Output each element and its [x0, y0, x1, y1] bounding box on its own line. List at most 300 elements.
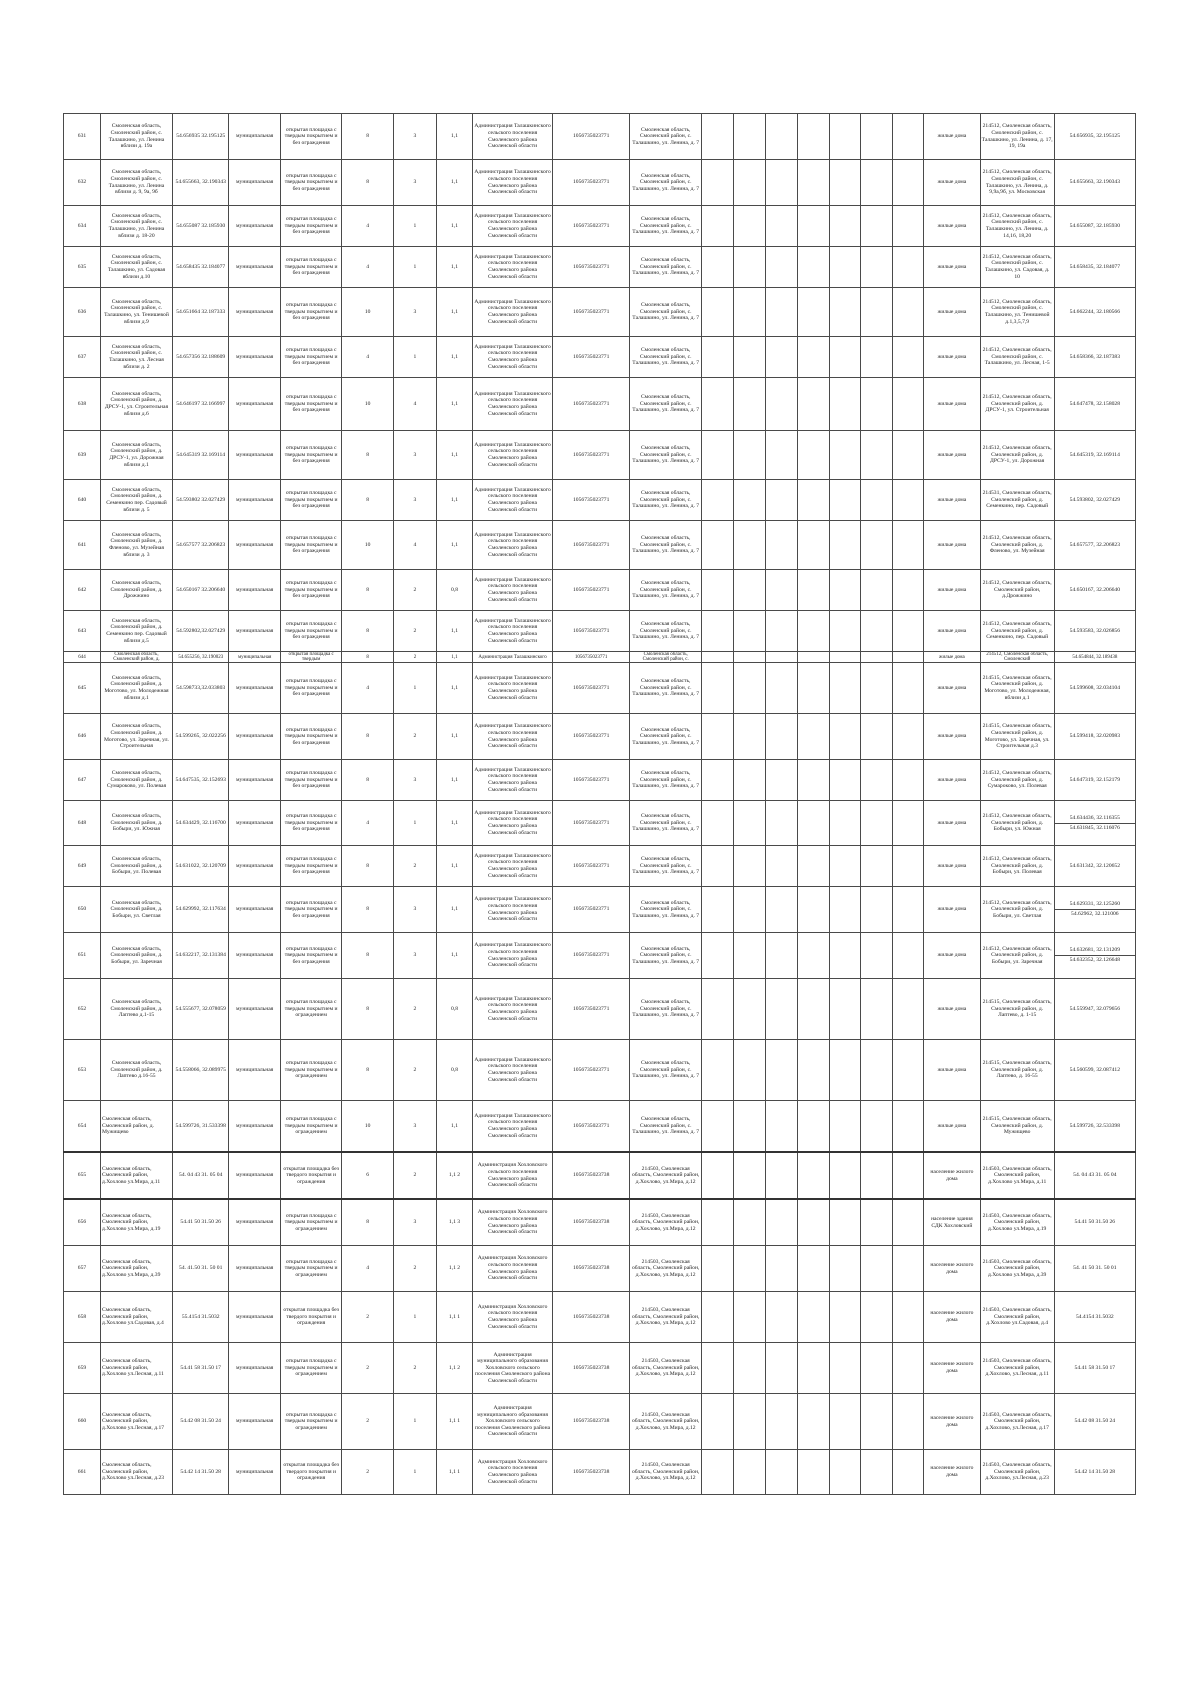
empty-cell: [797, 1394, 829, 1450]
row-number: 642: [64, 570, 101, 611]
empty-cell: [797, 1199, 829, 1246]
empty-cell: [861, 663, 893, 714]
owner-name: Администрация Талашкинского сельского поселения Смоленского района Смоленской области: [472, 714, 552, 760]
site-address: Смоленская область, Смоленский район, д.Хохлово ул.Лесная, д.11: [101, 1343, 173, 1394]
served-coordinates: 54.593802, 32.027429: [1054, 480, 1135, 521]
empty-cell: [797, 378, 829, 431]
served-objects: 214515, Смоленская область, Смоленский район, д. Моготово, ул. Молодежная, вблизи д.1: [980, 663, 1054, 714]
container-volume: 1,1 2: [437, 1246, 473, 1292]
empty-cell: [861, 652, 893, 663]
empty-cell: [734, 714, 766, 760]
served-coordinates: 54.632681, 32.131209 54.632352, 32.126648: [1054, 933, 1135, 979]
served-objects: 214512, Смоленская область, Смоленский район, д. Бобыри, ул. Полевая: [980, 846, 1054, 887]
empty-cell: [893, 611, 924, 652]
empty-cell: [829, 1246, 861, 1292]
empty-cell: [765, 714, 797, 760]
empty-cell: [765, 1040, 797, 1101]
served-coordinates-alt: 54.632352, 32.126648: [1055, 955, 1135, 964]
waste-source: население жилого дома: [924, 1246, 981, 1292]
site-area: 4: [342, 337, 393, 378]
site-type: открытая площадка с твердым покрытием и ограждением: [280, 1246, 342, 1292]
container-volume: 1,1: [437, 933, 473, 979]
empty-cell: [861, 1152, 893, 1199]
empty-cell: [797, 652, 829, 663]
owner-ogrn: 1056735023771: [553, 570, 630, 611]
row-number: 634: [64, 206, 101, 247]
empty-cell: [702, 887, 734, 933]
site-coordinates: 54.655087 32.185930: [172, 206, 229, 247]
empty-cell: [893, 288, 924, 337]
empty-cell: [829, 1343, 861, 1394]
site-type: открытая площадка с твердым покрытием и без ограждения: [280, 114, 342, 160]
waste-source: жилые дома: [924, 714, 981, 760]
empty-cell: [702, 1292, 734, 1343]
site-area: 8: [342, 979, 393, 1040]
empty-cell: [893, 979, 924, 1040]
container-count: 3: [393, 887, 436, 933]
served-objects: 214512, Смоленская область, Смоленский район, с. Талашкино, ул. Ленина, д. 14,16, 18,20: [980, 206, 1054, 247]
site-address: Смоленская область, Смоленский район, д. Фленово, ул. Музейная вблизи д. 3: [101, 521, 173, 570]
empty-cell: [829, 801, 861, 846]
container-count: 2: [393, 1343, 436, 1394]
table-row: [64, 1246, 1136, 1292]
empty-cell: [893, 1101, 924, 1153]
empty-cell: [861, 801, 893, 846]
empty-cell: [797, 1450, 829, 1495]
site-type: открытая площадка без твердого покрытия и ограждения: [280, 1450, 342, 1495]
container-count: 2: [393, 1152, 436, 1199]
served-objects: 214512, Смоленская область, Смоленский район, д. Семенкино, пер. Садовый: [980, 611, 1054, 652]
site-type: открытая площадка без твердого покрытия и ограждения: [280, 1292, 342, 1343]
table-row: [64, 247, 1136, 288]
owner-address: Смоленская область, Смоленский район, с. Талашкино, ул. Ленина, д. 7: [630, 480, 702, 521]
empty-cell: [702, 1199, 734, 1246]
row-number: 654: [64, 1101, 101, 1153]
empty-cell: [861, 611, 893, 652]
owner-address: Смоленская область, Смоленский район, с. Талашкино, ул. Ленина, д. 7: [630, 247, 702, 288]
empty-cell: [829, 288, 861, 337]
empty-cell: [734, 611, 766, 652]
served-objects: 214503, Смоленская область, Смоленский район, д.Хохлово ул.Мира, д.39: [980, 1246, 1054, 1292]
empty-cell: [893, 247, 924, 288]
owner-name: Администрация Талашкинского сельского поселения Смоленского района Смоленской области: [472, 846, 552, 887]
table-row: [64, 663, 1136, 714]
site-address: Смоленская область, Смоленский район, с. Талашкино, ул. Ленина вблизи д. 9, 9а, 9б: [101, 160, 173, 206]
site-coordinates: 54. 41.50 31. 50 01: [172, 1246, 229, 1292]
empty-cell: [734, 1101, 766, 1153]
site-address: Смоленская область, Смоленский район, д.Хохлово ул.Мира, д.39: [101, 1246, 173, 1292]
owner-name: Администрация Талашкинского сельского поселения Смоленского района Смоленской области: [472, 206, 552, 247]
table-row: [64, 337, 1136, 378]
served-objects: 214512, Смоленская область, Смоленский район, д. Фленово, ул. Музейная: [980, 521, 1054, 570]
served-objects: 214512, Смоленская область, Смоленский район, д. Сумароково, ул. Полевая: [980, 760, 1054, 801]
site-type: открытая площадка с твердым покрытием и ограждением: [280, 1040, 342, 1101]
empty-cell: [893, 887, 924, 933]
site-coordinates: 54.599726, 31.533398: [172, 1101, 229, 1153]
table-row: [64, 521, 1136, 570]
empty-cell: [829, 846, 861, 887]
ownership-form: муниципальная: [229, 1101, 280, 1153]
waste-source: жилые дома: [924, 663, 981, 714]
served-coordinates: 54.647319, 32.152179: [1054, 760, 1135, 801]
ownership-form: муниципальная: [229, 160, 280, 206]
empty-cell: [861, 160, 893, 206]
empty-cell: [797, 1292, 829, 1343]
empty-cell: [765, 1394, 797, 1450]
site-address: Смоленская область, Смоленский район, д. Семенкино пер. Садовый вблизи д. 5: [101, 480, 173, 521]
empty-cell: [893, 160, 924, 206]
container-count: 3: [393, 160, 436, 206]
empty-cell: [829, 378, 861, 431]
site-address: Смоленская область, Смоленский район, д.Хохлово ул.Мира, д.11: [101, 1152, 173, 1199]
site-area: 4: [342, 663, 393, 714]
empty-cell: [829, 1292, 861, 1343]
owner-name: Администрация Талашкинского сельского поселения Смоленского района Смоленской области: [472, 378, 552, 431]
owner-name: Администрация Хохловского сельского поселения Смоленского района Смоленской области: [472, 1152, 552, 1199]
waste-source: жилые дома: [924, 160, 981, 206]
served-objects: 214512, Смоленская область, Смоленский район, д. ДРСУ-1, ул. Дорожная: [980, 431, 1054, 480]
site-address: Смоленская область, Смоленский район, д. ДРСУ-1, ул. Дорожная вблизи д.1: [101, 431, 173, 480]
empty-cell: [765, 288, 797, 337]
empty-cell: [734, 206, 766, 247]
empty-cell: [861, 1343, 893, 1394]
table-row: [64, 160, 1136, 206]
served-objects: 214503, Смоленская область, Смоленский район, д.Хохлово, ул.Лесная, д.17: [980, 1394, 1054, 1450]
empty-cell: [797, 663, 829, 714]
empty-cell: [829, 652, 861, 663]
container-count: 2: [393, 570, 436, 611]
empty-cell: [702, 801, 734, 846]
empty-cell: [765, 521, 797, 570]
site-coordinates: 54.632217, 32.131384: [172, 933, 229, 979]
empty-cell: [702, 1343, 734, 1394]
row-number: 632: [64, 160, 101, 206]
empty-cell: [734, 1450, 766, 1495]
row-number: 661: [64, 1450, 101, 1495]
empty-cell: [861, 979, 893, 1040]
ownership-form: муниципальная: [229, 570, 280, 611]
table-row: [64, 206, 1136, 247]
empty-cell: [734, 887, 766, 933]
owner-name: Администрация Талашкинского: [472, 652, 552, 663]
container-volume: 1,1: [437, 663, 473, 714]
empty-cell: [797, 247, 829, 288]
owner-address: Смоленская область, Смоленский район, с. Талашкино, ул. Ленина, д. 7: [630, 933, 702, 979]
empty-cell: [797, 714, 829, 760]
empty-cell: [893, 480, 924, 521]
container-volume: 1,1: [437, 378, 473, 431]
container-count: 1: [393, 1450, 436, 1495]
owner-address: Смоленская область, Смоленский район, с. Талашкино, ул. Ленина, д. 7: [630, 1101, 702, 1153]
owner-address: 214503, Смоленская область, Смоленский район, д.Хохлово, ул.Мира, д.12: [630, 1199, 702, 1246]
site-type: открытая площадка с твердым покрытием и без ограждения: [280, 714, 342, 760]
served-coordinates-alt: 54.62962, 32.121006: [1055, 909, 1135, 918]
owner-name: Администрация Талашкинского сельского поселения Смоленского района Смоленской области: [472, 663, 552, 714]
served-coordinates: 54.560599, 32.087412: [1054, 1040, 1135, 1101]
owner-name: Администрация Талашкинского сельского поселения Смоленского района Смоленской области: [472, 480, 552, 521]
waste-source: жилые дома: [924, 846, 981, 887]
empty-cell: [734, 337, 766, 378]
owner-ogrn: 1056735023771: [553, 1040, 630, 1101]
served-objects: 214515, Смоленская область, Смоленский район, д. Лаптево, д. 1-15: [980, 979, 1054, 1040]
served-coordinates: 54.593583, 32.026856: [1054, 611, 1135, 652]
empty-cell: [765, 887, 797, 933]
served-coordinates: 54.645319, 32.169114: [1054, 431, 1135, 480]
row-number: 651: [64, 933, 101, 979]
container-volume: 1,1: [437, 611, 473, 652]
empty-cell: [829, 114, 861, 160]
empty-cell: [893, 1152, 924, 1199]
owner-ogrn: 1056735023738: [553, 1450, 630, 1495]
table-row: [64, 1292, 1136, 1343]
empty-cell: [734, 480, 766, 521]
empty-cell: [861, 570, 893, 611]
ownership-form: муниципальная: [229, 663, 280, 714]
ownership-form: муниципальная: [229, 114, 280, 160]
site-coordinates: 54.645319 32.169114: [172, 431, 229, 480]
empty-cell: [893, 1040, 924, 1101]
empty-cell: [734, 570, 766, 611]
empty-cell: [797, 480, 829, 521]
empty-cell: [702, 1246, 734, 1292]
container-count: 2: [393, 846, 436, 887]
site-coordinates: 54.634429, 32.116700: [172, 801, 229, 846]
owner-ogrn: 1056735023771: [553, 979, 630, 1040]
empty-cell: [765, 1199, 797, 1246]
owner-address: Смоленская область, Смоленский район, с. Талашкино, ул. Ленина, д. 7: [630, 663, 702, 714]
owner-ogrn: 1056735023771: [553, 1101, 630, 1153]
row-number: 658: [64, 1292, 101, 1343]
row-number: 646: [64, 714, 101, 760]
container-count: 3: [393, 760, 436, 801]
empty-cell: [702, 570, 734, 611]
waste-source: жилые дома: [924, 521, 981, 570]
site-address: Смоленская область, Смоленский район, с. Талашкино, ул. Ленина вблизи д. 18-20: [101, 206, 173, 247]
waste-source: жилые дома: [924, 288, 981, 337]
site-coordinates: 54.629992, 32.117634: [172, 887, 229, 933]
site-area: 6: [342, 1152, 393, 1199]
container-volume: 1,1 2: [437, 1152, 473, 1199]
owner-ogrn: 1056735023771: [553, 887, 630, 933]
empty-cell: [702, 114, 734, 160]
served-coordinates: 54.599726, 32.533398: [1054, 1101, 1135, 1153]
site-address: Смоленская область, Смоленский район, д. Бобыри, ул. Заречная: [101, 933, 173, 979]
site-area: 8: [342, 480, 393, 521]
waste-source: жилые дома: [924, 480, 981, 521]
site-area: 8: [342, 652, 393, 663]
site-area: 4: [342, 1246, 393, 1292]
owner-name: Администрация Талашкинского сельского поселения Смоленского района Смоленской области: [472, 337, 552, 378]
site-coordinates: 54.599265, 32.022256: [172, 714, 229, 760]
empty-cell: [829, 663, 861, 714]
waste-source: жилые дома: [924, 337, 981, 378]
site-type: открытая площадка с твердым покрытием и без ограждения: [280, 378, 342, 431]
empty-cell: [765, 1246, 797, 1292]
empty-cell: [893, 1199, 924, 1246]
site-area: 8: [342, 1199, 393, 1246]
served-objects: 214503, Смоленская область, Смоленский район, д.Хохлово ул.Садовая, д.4: [980, 1292, 1054, 1343]
empty-cell: [734, 288, 766, 337]
waste-source: население жилого дома: [924, 1292, 981, 1343]
empty-cell: [702, 663, 734, 714]
owner-address: Смоленская область, Смоленский район, с. Талашкино, ул. Ленина, д. 7: [630, 431, 702, 480]
row-number: 660: [64, 1394, 101, 1450]
empty-cell: [734, 1246, 766, 1292]
served-objects: 214531, Смоленская область, Смоленский район, д. Семенкино, пер. Садовый: [980, 480, 1054, 521]
site-area: 2: [342, 1450, 393, 1495]
owner-address: Смоленская область, Смоленский район, с. Талашкино, ул. Ленина, д. 7: [630, 114, 702, 160]
owner-name: Администрация муниципального образования Хохловского сельского поселения Смоленского района Смоленской области: [472, 1394, 552, 1450]
served-coordinates: 54.634436, 32.116355 54.631845, 32.116076: [1054, 801, 1135, 846]
owner-address: Смоленская область, Смоленский район, с. Талашкино, ул. Ленина, д. 7: [630, 160, 702, 206]
site-type: открытая площадка с твердым: [280, 652, 342, 663]
container-count: 1: [393, 663, 436, 714]
owner-name: Администрация Талашкинского сельского поселения Смоленского района Смоленской области: [472, 887, 552, 933]
site-area: 8: [342, 431, 393, 480]
row-number: 648: [64, 801, 101, 846]
served-objects: 214512, Смоленская область, Смоленский район, д. Бобыри, ул. Светлая: [980, 887, 1054, 933]
ownership-form: муниципальная: [229, 887, 280, 933]
row-number: 653: [64, 1040, 101, 1101]
empty-cell: [765, 247, 797, 288]
site-type: открытая площадка с твердым покрытием и без ограждения: [280, 887, 342, 933]
empty-cell: [765, 114, 797, 160]
table-row: [64, 480, 1136, 521]
empty-cell: [861, 1450, 893, 1495]
owner-address: Смоленская область, Смоленский район, с. Талашкино, ул. Ленина, д. 7: [630, 846, 702, 887]
ownership-form: муниципальная: [229, 1152, 280, 1199]
table-row: [64, 846, 1136, 887]
ownership-form: муниципальная: [229, 714, 280, 760]
empty-cell: [861, 714, 893, 760]
site-area: 8: [342, 846, 393, 887]
table-row: [64, 652, 1136, 663]
empty-cell: [829, 206, 861, 247]
table-row: [64, 1394, 1136, 1450]
waste-source: население жилого дома: [924, 1152, 981, 1199]
empty-cell: [861, 431, 893, 480]
container-count: 2: [393, 652, 436, 663]
waste-source: жилые дома: [924, 979, 981, 1040]
empty-cell: [797, 801, 829, 846]
empty-cell: [702, 337, 734, 378]
table-row: [64, 1101, 1136, 1153]
table-row: [64, 714, 1136, 760]
owner-ogrn: 1056735023771: [553, 114, 630, 160]
site-type: открытая площадка с твердым покрытием и без ограждения: [280, 337, 342, 378]
served-coordinates: 54.658366, 32.187383: [1054, 337, 1135, 378]
table-row: [64, 1040, 1136, 1101]
empty-cell: [702, 247, 734, 288]
site-area: 8: [342, 714, 393, 760]
row-number: 659: [64, 1343, 101, 1394]
served-coordinates: 54.4154 31.5032: [1054, 1292, 1135, 1343]
empty-cell: [765, 1101, 797, 1153]
empty-cell: [829, 521, 861, 570]
site-area: 10: [342, 288, 393, 337]
container-count: 4: [393, 378, 436, 431]
owner-name: Администрация Талашкинского сельского поселения Смоленского района Смоленской области: [472, 1040, 552, 1101]
table-row: [64, 1450, 1136, 1495]
table-row: [64, 431, 1136, 480]
ownership-form: муниципальная: [229, 801, 280, 846]
empty-cell: [861, 1040, 893, 1101]
row-number: 645: [64, 663, 101, 714]
empty-cell: [765, 663, 797, 714]
owner-ogrn: 1056735023771: [553, 652, 630, 663]
empty-cell: [893, 663, 924, 714]
empty-cell: [702, 378, 734, 431]
owner-ogrn: 1056735023771: [553, 288, 630, 337]
empty-cell: [702, 760, 734, 801]
site-address: Смоленская область, Смоленский район, д. Лаптево д.16-55: [101, 1040, 173, 1101]
site-area: 8: [342, 611, 393, 652]
table-row: [64, 1199, 1136, 1246]
container-volume: 1,1: [437, 760, 473, 801]
owner-address: Смоленская область, Смоленский район, с. Талашкино, ул. Ленина, д. 7: [630, 714, 702, 760]
empty-cell: [765, 611, 797, 652]
container-count: 2: [393, 979, 436, 1040]
site-address: Смоленская область, Смоленский район, д. Сумароково, ул. Полевая: [101, 760, 173, 801]
ownership-form: муниципальная: [229, 652, 280, 663]
site-area: 4: [342, 801, 393, 846]
empty-cell: [765, 206, 797, 247]
empty-cell: [797, 887, 829, 933]
site-area: 4: [342, 247, 393, 288]
served-coordinates: 54.42 08 31.50 24: [1054, 1394, 1135, 1450]
site-address: Смоленская область, Смоленский район, с. Талашкино, ул. Садовая вблизи д.10: [101, 247, 173, 288]
site-type: открытая площадка с твердым покрытием и без ограждения: [280, 611, 342, 652]
ownership-form: муниципальная: [229, 933, 280, 979]
ownership-form: муниципальная: [229, 979, 280, 1040]
container-volume: 1,1: [437, 1101, 473, 1153]
site-address: Смоленская область, Смоленский район, д.: [101, 652, 173, 663]
container-count: 1: [393, 337, 436, 378]
empty-cell: [765, 760, 797, 801]
ownership-form: муниципальная: [229, 760, 280, 801]
ownership-form: муниципальная: [229, 378, 280, 431]
container-volume: 0,8: [437, 1040, 473, 1101]
site-address: Смоленская область, Смоленский район, д. Мужищево: [101, 1101, 173, 1153]
empty-cell: [702, 652, 734, 663]
empty-cell: [893, 1246, 924, 1292]
ownership-form: муниципальная: [229, 1246, 280, 1292]
ownership-form: муниципальная: [229, 1394, 280, 1450]
site-area: 4: [342, 206, 393, 247]
table-row: [64, 760, 1136, 801]
container-volume: 1,1: [437, 337, 473, 378]
empty-cell: [765, 378, 797, 431]
owner-ogrn: 1056735023771: [553, 378, 630, 431]
site-type: открытая площадка с твердым покрытием и ограждением: [280, 1394, 342, 1450]
site-area: 8: [342, 887, 393, 933]
waste-source: жилые дома: [924, 1040, 981, 1101]
served-coordinates: 54.42 14 31.50 28: [1054, 1450, 1135, 1495]
site-coordinates: 54.646197 32.166997: [172, 378, 229, 431]
empty-cell: [734, 933, 766, 979]
table-row: [64, 801, 1136, 846]
served-objects: 214512, Смоленская область, Смоленский: [980, 652, 1054, 663]
row-number: 635: [64, 247, 101, 288]
site-type: открытая площадка без твердого покрытия и ограждения: [280, 1152, 342, 1199]
registry-sheet: [63, 113, 1136, 1495]
empty-cell: [734, 1152, 766, 1199]
container-volume: 1,1: [437, 114, 473, 160]
row-number: 638: [64, 378, 101, 431]
owner-name: Администрация Талашкинского сельского поселения Смоленского района Смоленской области: [472, 801, 552, 846]
site-coordinates: 54.657356 32.188609: [172, 337, 229, 378]
owner-ogrn: 1056735023771: [553, 714, 630, 760]
